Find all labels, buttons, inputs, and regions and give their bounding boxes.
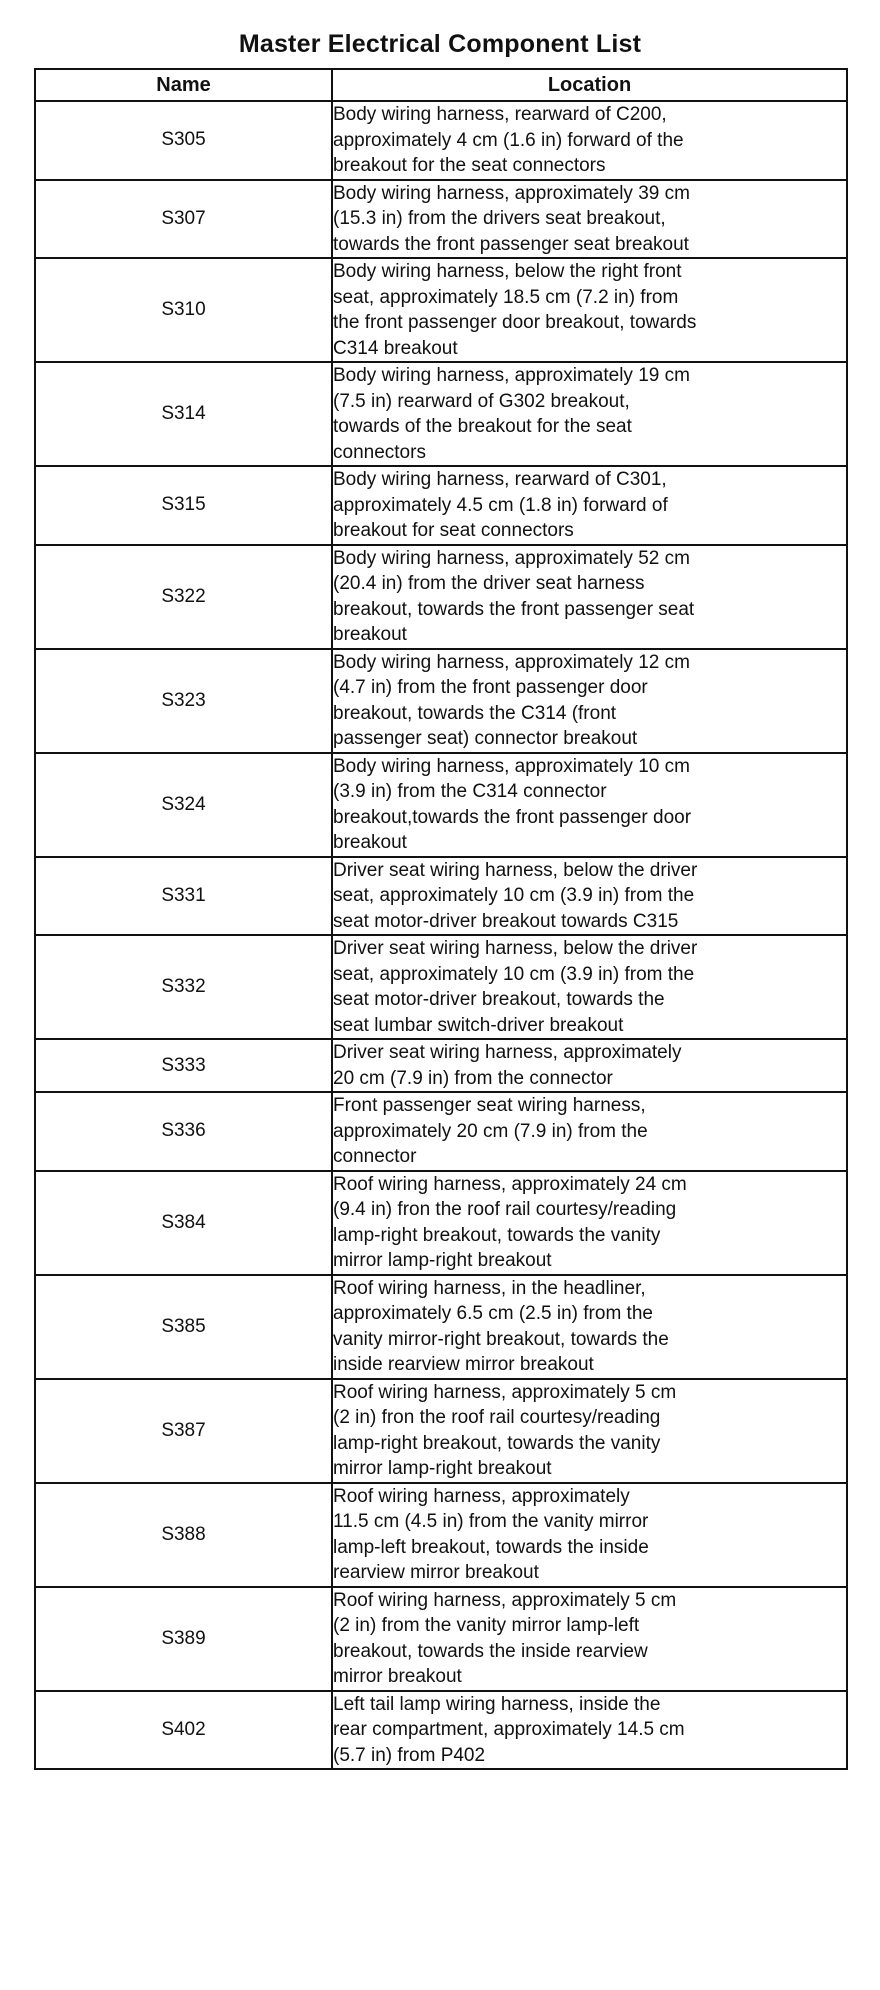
column-header-location: Location	[332, 69, 847, 101]
component-location-cell	[332, 649, 847, 753]
location-text-line: (9.4 in) fron the roof rail courtesy/reading	[333, 1199, 677, 1220]
component-name-cell: S336	[35, 1092, 332, 1171]
location-text-line: (2 in) fron the roof rail courtesy/reading	[333, 1407, 661, 1428]
location-text-line: approximately 4 cm (1.6 in) forward of the	[333, 129, 684, 151]
table-row	[35, 362, 847, 466]
component-location-cell	[332, 1275, 847, 1379]
location-text-line: Driver seat wiring harness, below the driver	[333, 859, 698, 881]
component-name-cell: S332	[35, 935, 332, 1039]
component-name-cell: S384	[35, 1171, 332, 1275]
component-location-cell	[332, 258, 847, 362]
location-text-line: 20 cm (7.9 in) from the connector	[333, 1067, 613, 1089]
component-name-cell: S402	[35, 1691, 332, 1770]
location-text-line: Body wiring harness, rearward of C200,	[333, 104, 667, 125]
location-text-line: Driver seat wiring harness, below the driver	[333, 938, 698, 959]
component-location-cell	[332, 101, 847, 180]
table-row	[35, 545, 847, 649]
component-name-cell: S323	[35, 649, 332, 753]
location-text-line: breakout, towards the C314 (front	[333, 702, 617, 724]
table-row	[35, 1171, 847, 1275]
table-row	[35, 180, 847, 259]
location-text-line: 11.5 cm (4.5 in) from the vanity mirror	[333, 1511, 649, 1532]
location-text-line: breakout	[333, 832, 407, 853]
component-name-cell: S324	[35, 753, 332, 857]
component-name-cell: S307	[35, 180, 332, 259]
location-text-line: breakout for the seat connectors	[333, 155, 606, 176]
table-row	[35, 1092, 847, 1171]
component-location-cell	[332, 1587, 847, 1691]
location-text-line: Roof wiring harness, in the headliner,	[333, 1277, 646, 1299]
location-text-line: inside rearview mirror breakout	[333, 1354, 594, 1375]
component-location-cell	[332, 935, 847, 1039]
location-text-line: passenger seat) connector breakout	[333, 728, 638, 749]
table-row	[35, 1039, 847, 1092]
location-text-line: seat lumbar switch-driver breakout	[333, 1014, 624, 1036]
location-text-line: mirror lamp-right breakout	[333, 1458, 552, 1479]
location-text-line: rear compartment, approximately 14.5 cm	[333, 1719, 685, 1740]
component-name-cell: S331	[35, 857, 332, 936]
location-text-line: (3.9 in) from the C314 connector	[333, 781, 607, 802]
location-text-line: connector	[333, 1146, 417, 1167]
component-location-cell	[332, 1092, 847, 1171]
location-text-line: mirror lamp-right breakout	[333, 1250, 552, 1271]
location-text-line: (20.4 in) from the driver seat harness	[333, 573, 645, 594]
location-text-line: breakout	[333, 624, 407, 645]
component-location-cell	[332, 1483, 847, 1587]
table-row	[35, 1587, 847, 1691]
location-text-line: breakout, towards the front passenger seat	[333, 598, 695, 620]
location-text-line: Body wiring harness, approximately 19 cm	[333, 365, 690, 386]
location-text-line: Body wiring harness, approximately 39 cm	[333, 182, 690, 204]
component-table	[34, 68, 848, 1770]
component-name-cell: S315	[35, 466, 332, 545]
location-text-line: lamp-left breakout, towards the inside	[333, 1536, 649, 1558]
location-text-line: the front passenger door breakout, towards	[333, 312, 697, 333]
location-text-line: Roof wiring harness, approximately 5 cm	[333, 1589, 677, 1611]
location-text-line: (5.7 in) from P402	[333, 1744, 486, 1766]
location-text-line: lamp-right breakout, towards the vanity	[333, 1224, 661, 1246]
component-name-cell: S387	[35, 1379, 332, 1483]
component-location-cell	[332, 1171, 847, 1275]
location-text-line: vanity mirror-right breakout, towards the	[333, 1328, 669, 1350]
component-name-cell: S333	[35, 1039, 332, 1092]
component-location-cell	[332, 753, 847, 857]
location-text-line: Body wiring harness, rearward of C301,	[333, 469, 667, 490]
table-row	[35, 649, 847, 753]
location-text-line: Roof wiring harness, approximately 24 cm	[333, 1173, 687, 1195]
location-text-line: breakout, towards the inside rearview	[333, 1640, 648, 1662]
component-location-cell	[332, 1691, 847, 1770]
component-location-cell	[332, 545, 847, 649]
page-title: Master Electrical Component List	[238, 30, 642, 58]
location-text-line: Body wiring harness, below the right front	[333, 261, 682, 282]
component-name-cell: S389	[35, 1587, 332, 1691]
table-row	[35, 1379, 847, 1483]
component-name-cell: S322	[35, 545, 332, 649]
location-text-line: (4.7 in) from the front passenger door	[333, 677, 648, 698]
component-location-cell	[332, 362, 847, 466]
table-body	[35, 101, 847, 1769]
column-header-name: Name	[35, 69, 332, 101]
table-header-row	[35, 69, 847, 101]
component-name-cell: S314	[35, 362, 332, 466]
location-text-line: lamp-right breakout, towards the vanity	[333, 1432, 661, 1454]
component-location-cell	[332, 180, 847, 259]
component-name-cell: S388	[35, 1483, 332, 1587]
component-location-cell	[332, 1039, 847, 1092]
component-location-cell	[332, 466, 847, 545]
location-text-line: rearview mirror breakout	[333, 1562, 539, 1583]
location-text-line: connectors	[333, 441, 426, 463]
location-text-line: Driver seat wiring harness, approximately	[333, 1042, 682, 1063]
location-text-line: seat motor-driver breakout, towards the	[333, 989, 665, 1010]
location-text-line: towards of the breakout for the seat	[333, 416, 632, 437]
location-text-line: seat, approximately 10 cm (3.9 in) from the	[333, 963, 695, 985]
table-row	[35, 258, 847, 362]
component-location-cell	[332, 1379, 847, 1483]
location-text-line: Body wiring harness, approximately 10 cm	[333, 755, 690, 777]
location-text-line: Left tail lamp wiring harness, inside the	[333, 1693, 661, 1715]
location-text-line: seat, approximately 10 cm (3.9 in) from the	[333, 885, 695, 906]
location-text-line: approximately 4.5 cm (1.8 in) forward of	[333, 494, 668, 516]
component-name-cell: S310	[35, 258, 332, 362]
location-text-line: seat motor-driver breakout towards C315	[333, 910, 679, 932]
location-text-line: breakout,towards the front passenger door	[333, 806, 692, 828]
location-text-line: Roof wiring harness, approximately	[333, 1485, 630, 1507]
table-row	[35, 101, 847, 180]
location-text-line: mirror breakout	[333, 1666, 462, 1687]
location-text-line: approximately 6.5 cm (2.5 in) from the	[333, 1303, 653, 1324]
location-text-line: Front passenger seat wiring harness,	[333, 1095, 646, 1116]
table-row	[35, 753, 847, 857]
component-location-cell	[332, 857, 847, 936]
table-row	[35, 935, 847, 1039]
location-text-line: seat, approximately 18.5 cm (7.2 in) from	[333, 286, 679, 308]
table-row	[35, 1691, 847, 1770]
location-text-line: (7.5 in) rearward of G302 breakout,	[333, 390, 630, 412]
table-row	[35, 1275, 847, 1379]
location-text-line: towards the front passenger seat breakout	[333, 233, 689, 255]
component-name-cell: S385	[35, 1275, 332, 1379]
location-text-line: approximately 20 cm (7.9 in) from the	[333, 1120, 648, 1142]
table-row	[35, 1483, 847, 1587]
location-text-line: Body wiring harness, approximately 52 cm	[333, 547, 690, 569]
location-text-line: (2 in) from the vanity mirror lamp-left	[333, 1615, 640, 1636]
table-row	[35, 857, 847, 936]
location-text-line: breakout for seat connectors	[333, 520, 574, 541]
location-text-line: (15.3 in) from the drivers seat breakout,	[333, 208, 666, 229]
location-text-line: Body wiring harness, approximately 12 cm	[333, 651, 690, 673]
location-text-line: C314 breakout	[333, 337, 458, 359]
component-name-cell: S305	[35, 101, 332, 180]
table-row	[35, 466, 847, 545]
location-text-line: Roof wiring harness, approximately 5 cm	[333, 1381, 677, 1403]
